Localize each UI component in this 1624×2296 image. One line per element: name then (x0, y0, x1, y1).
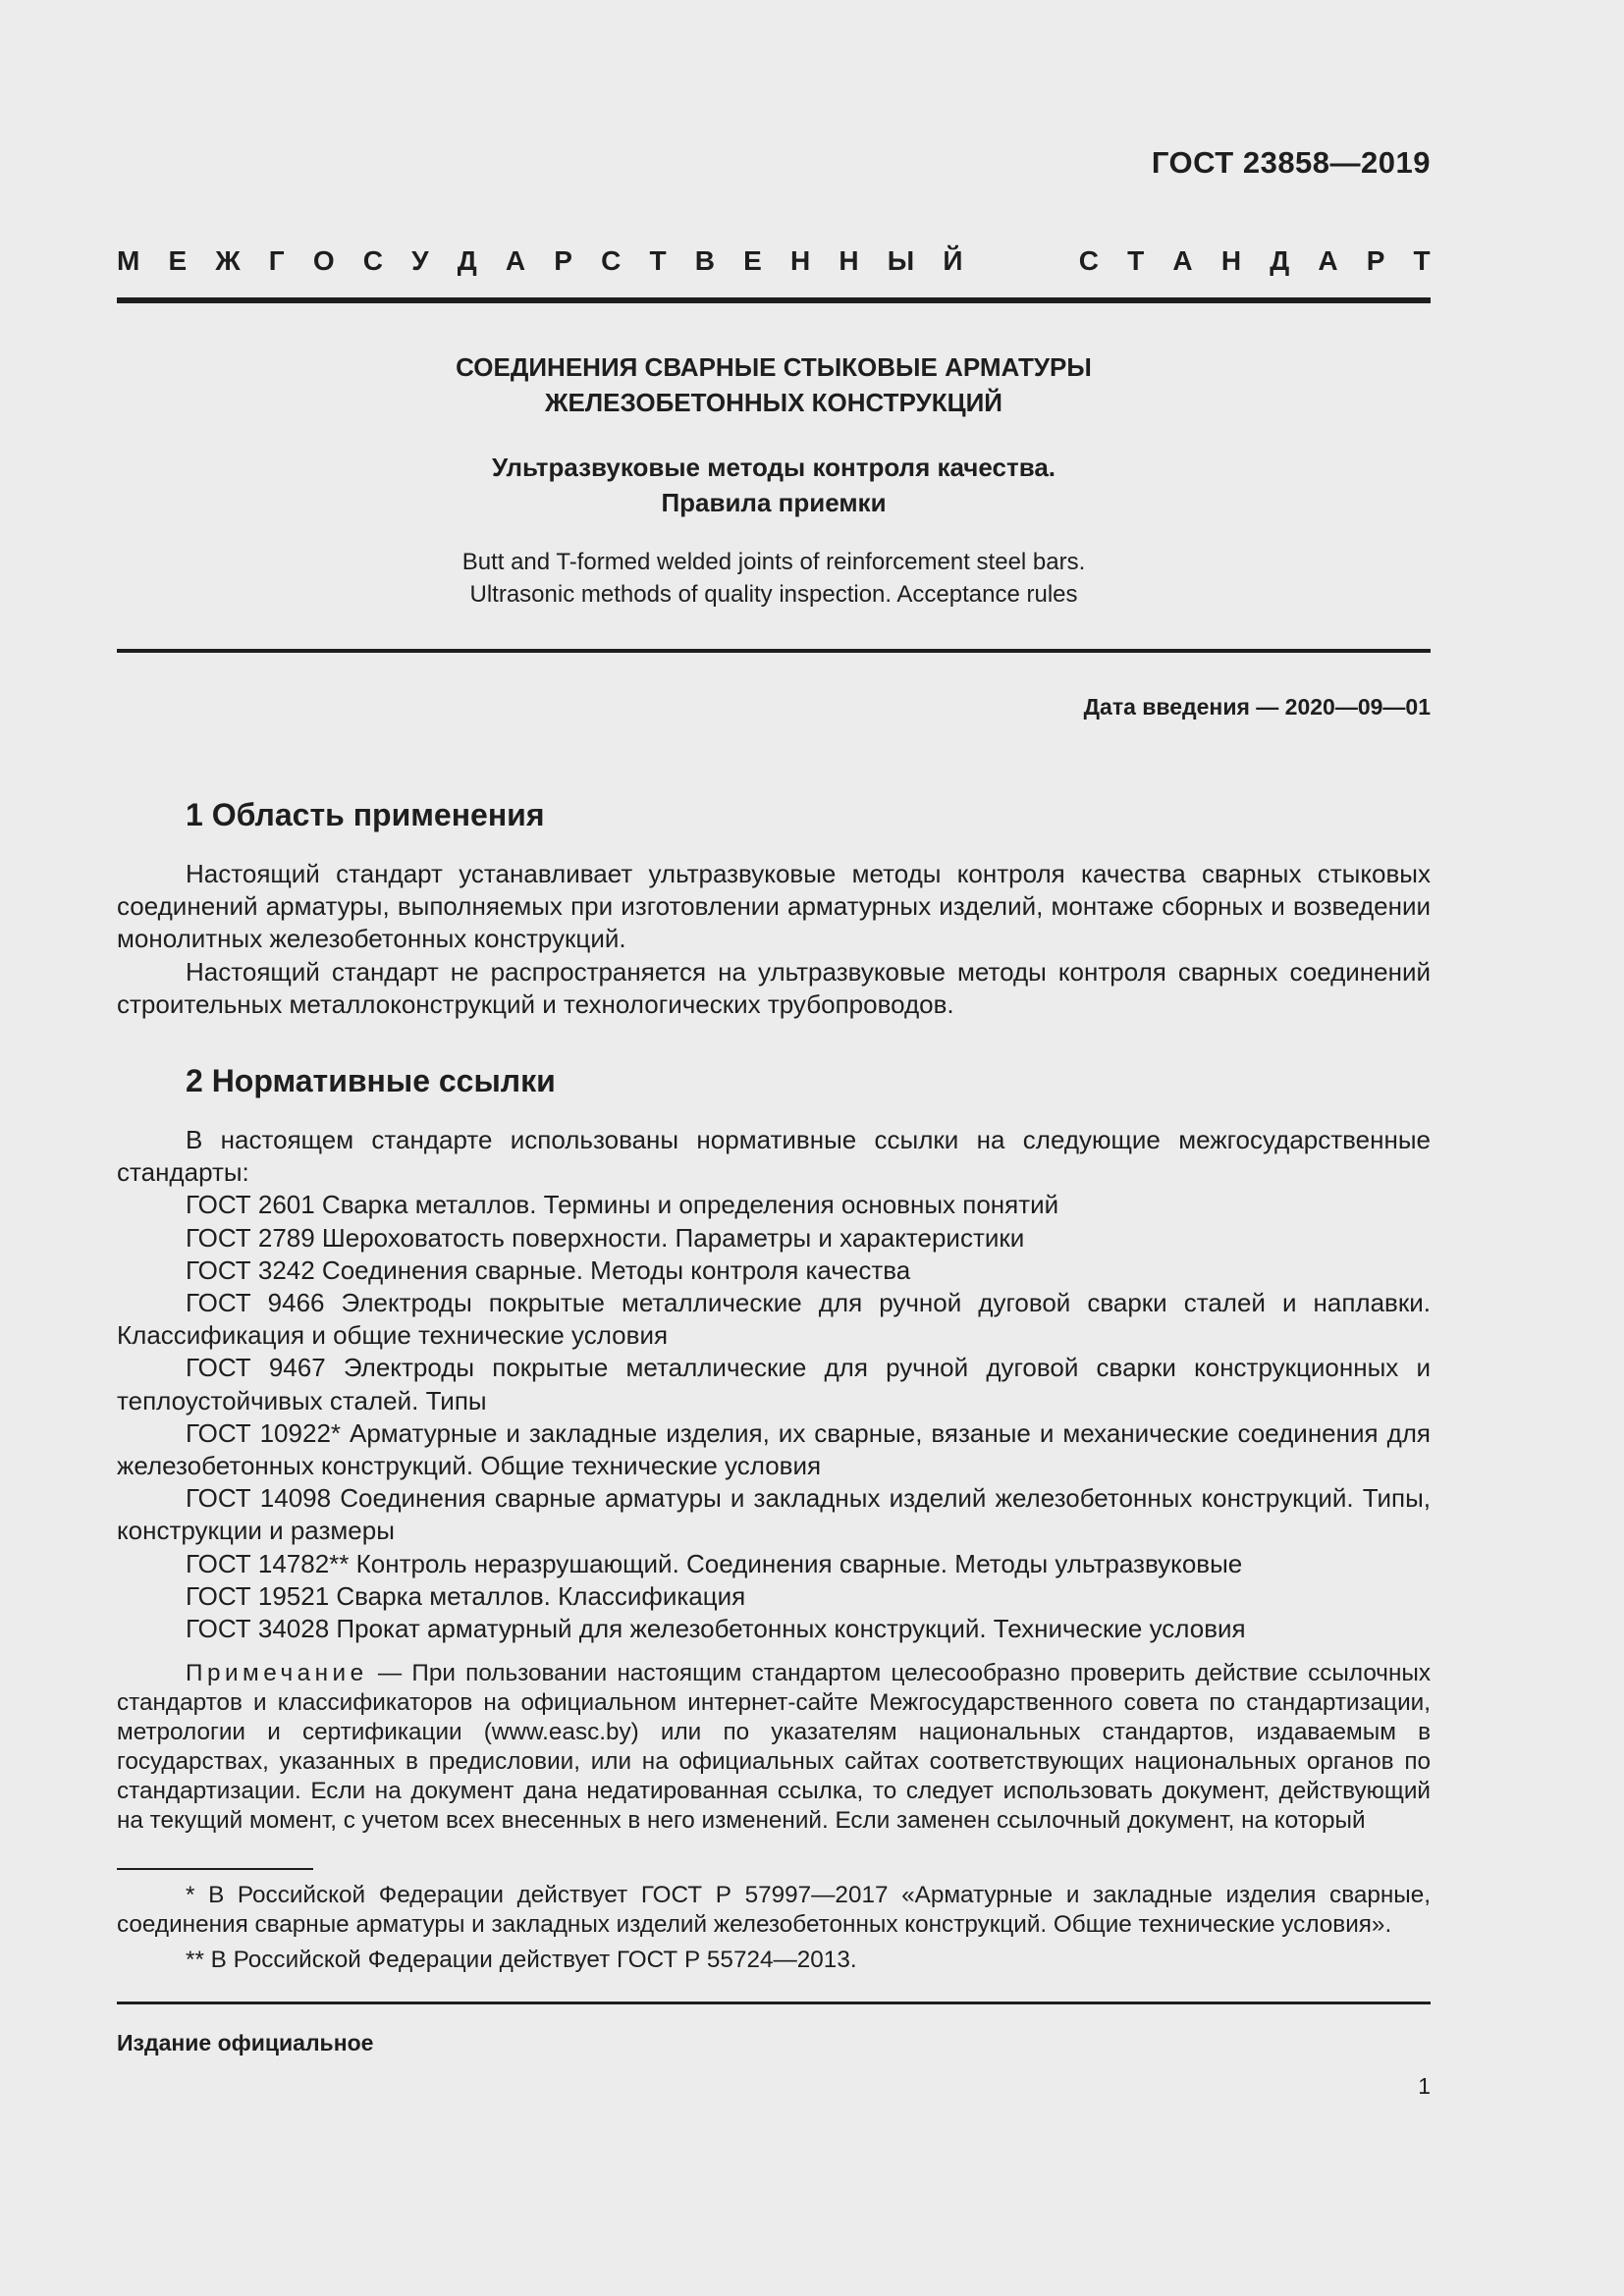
english-title-line-1: Butt and T-formed welded joints of reinforcement steel bars. (461, 549, 1086, 575)
reference-item: ГОСТ 34028 Прокат арматурный для железобетонных конструкций. Технические условия (186, 1614, 1246, 1644)
banner-letter: Н (1220, 245, 1242, 276)
banner-letter: О (312, 245, 335, 276)
reference-item: ГОСТ 14782** Контроль неразрушающий. Соединения сварные. Методы ультразвуковые (186, 1548, 1243, 1578)
banner-letter: Е (743, 245, 762, 276)
banner-letter: С (1078, 245, 1099, 276)
title-line-1: СОЕДИНЕНИЯ СВАРНЫЕ СТЫКОВЫЕ АРМАТУРЫ (456, 352, 1092, 382)
title-line-2: ЖЕЛЕЗОБЕТОННЫХ КОНСТРУКЦИЙ (545, 388, 1002, 417)
banner-gap (992, 245, 1051, 277)
official-edition: Издание официальное (117, 2030, 374, 2056)
section-1-paragraph: Настоящий стандарт устанавливает ультразвуковые методы контроля качества сварных стыковых соединений арматуры, выполняемых при изготовлении арматурных изделий, монтаже сборных и возведении монолитных железобетонных конструкций. (117, 859, 1431, 954)
section-1-heading: 1 Область применения (186, 797, 545, 832)
note-block (117, 1659, 1431, 1836)
title-rule (117, 649, 1431, 653)
english-title-line-2: Ultrasonic methods of quality inspection. Acceptance rules (469, 581, 1078, 608)
banner-letter: Т (1127, 245, 1145, 276)
banner-letter: Ж (215, 245, 241, 276)
reference-item: ГОСТ 3242 Соединения сварные. Методы контроля качества (186, 1255, 911, 1285)
banner-letter: У (411, 245, 429, 276)
banner-interstate-standard (117, 245, 1431, 277)
reference-item: ГОСТ 2789 Шероховатость поверхности. Параметры и характеристики (186, 1222, 1025, 1253)
banner-letter: А (1318, 245, 1338, 276)
banner-letter: Р (1366, 245, 1385, 276)
page-number: 1 (1418, 2073, 1431, 2099)
banner-letter: Г (268, 245, 285, 276)
section-1-body (117, 858, 1431, 1021)
reference-item: ГОСТ 10922* Арматурные и закладные изделия, их сварные, вязаные и механические соединения для железобетонных конструкций. Общие технические условия (117, 1417, 1431, 1481)
doc-subtitle (117, 450, 1431, 520)
note-text: — При пользовании настоящим стандартом целесообразно проверить действие ссылочных стандартов и классификаторов на официальном интернет-сайте Межгосударственного совета по стандартизации, метрологии и сертификации (www.easc.by) или по указателям национальных стандартов, издаваемым в государствах, указанных в предисловии, или на официальных сайтах соответствующих национальных органов по стандартизации. Если на документ дана недатированная ссылка, то следует использовать документ, действующий на текущий момент, с учетом всех внесенных в него изменений. Если заменен ссылочный документ, на который (117, 1660, 1431, 1834)
banner-letter: М (117, 245, 140, 276)
banner-letter: Т (649, 245, 667, 276)
reference-item: ГОСТ 14098 Соединения сварные арматуры и закладных изделий железобетонных конструкций. Типы, конструкции и размеры (117, 1483, 1431, 1546)
reference-item: ГОСТ 19521 Сварка металлов. Классификация (186, 1580, 746, 1611)
banner-letter: Е (168, 245, 188, 276)
effective-date: Дата введения — 2020—09—01 (1083, 694, 1431, 720)
subtitle-line-2: Правила приемки (661, 488, 887, 517)
banner-letter: Д (457, 245, 477, 276)
banner-letter: Д (1270, 245, 1290, 276)
reference-item: ГОСТ 2601 Сварка металлов. Термины и определения основных понятий (186, 1190, 1059, 1220)
banner-letter: Й (943, 245, 963, 276)
section-1-paragraph: Настоящий стандарт не распространяется на ультразвуковые методы контроля сварных соединений строительных металлоконструкций и технологических трубопроводов. (117, 956, 1431, 1019)
footer-rule (117, 2002, 1431, 2004)
banner-letter: А (505, 245, 526, 276)
section-2-body (117, 1124, 1431, 1645)
banner-letter: Р (554, 245, 572, 276)
section-2-heading: 2 Нормативные ссылки (186, 1063, 556, 1098)
banner-letter: Н (789, 245, 811, 276)
footnote-rule (117, 1868, 313, 1870)
banner-letter: С (362, 245, 383, 276)
footnote: ** В Российской Федерации действует ГОСТ Р 55724—2013. (186, 1947, 857, 1973)
english-title (117, 546, 1431, 611)
section-2-intro: В настоящем стандарте использованы нормативные ссылки на следующие межгосударственные стандарты: (117, 1125, 1431, 1188)
banner-letter: С (601, 245, 622, 276)
banner-letter: А (1172, 245, 1193, 276)
banner-letter: Ы (887, 245, 915, 276)
banner-letter: Н (839, 245, 859, 276)
banner-letter: Т (1413, 245, 1431, 276)
header-rule (117, 297, 1431, 303)
subtitle-line-1: Ультразвуковые методы контроля качества. (491, 453, 1056, 482)
footnote: * В Российской Федерации действует ГОСТ Р 57997—2017 «Арматурные и закладные изделия сварные, соединения сварные арматуры и закладных изделий железобетонных конструкций. Общие технические условия». (117, 1882, 1431, 1938)
doc-title (117, 349, 1431, 420)
reference-item: ГОСТ 9466 Электроды покрытые металлические для ручной дуговой сварки сталей и наплавки. Классификация и общие технические условия (117, 1288, 1431, 1351)
reference-item: ГОСТ 9467 Электроды покрытые металлические для ручной дуговой сварки конструкционных и теплоустойчивых сталей. Типы (117, 1353, 1431, 1415)
banner-letter: В (694, 245, 715, 276)
note-label: Примечание (186, 1660, 368, 1686)
doc-number: ГОСТ 23858—2019 (1151, 145, 1431, 180)
footnotes (117, 1881, 1431, 1981)
